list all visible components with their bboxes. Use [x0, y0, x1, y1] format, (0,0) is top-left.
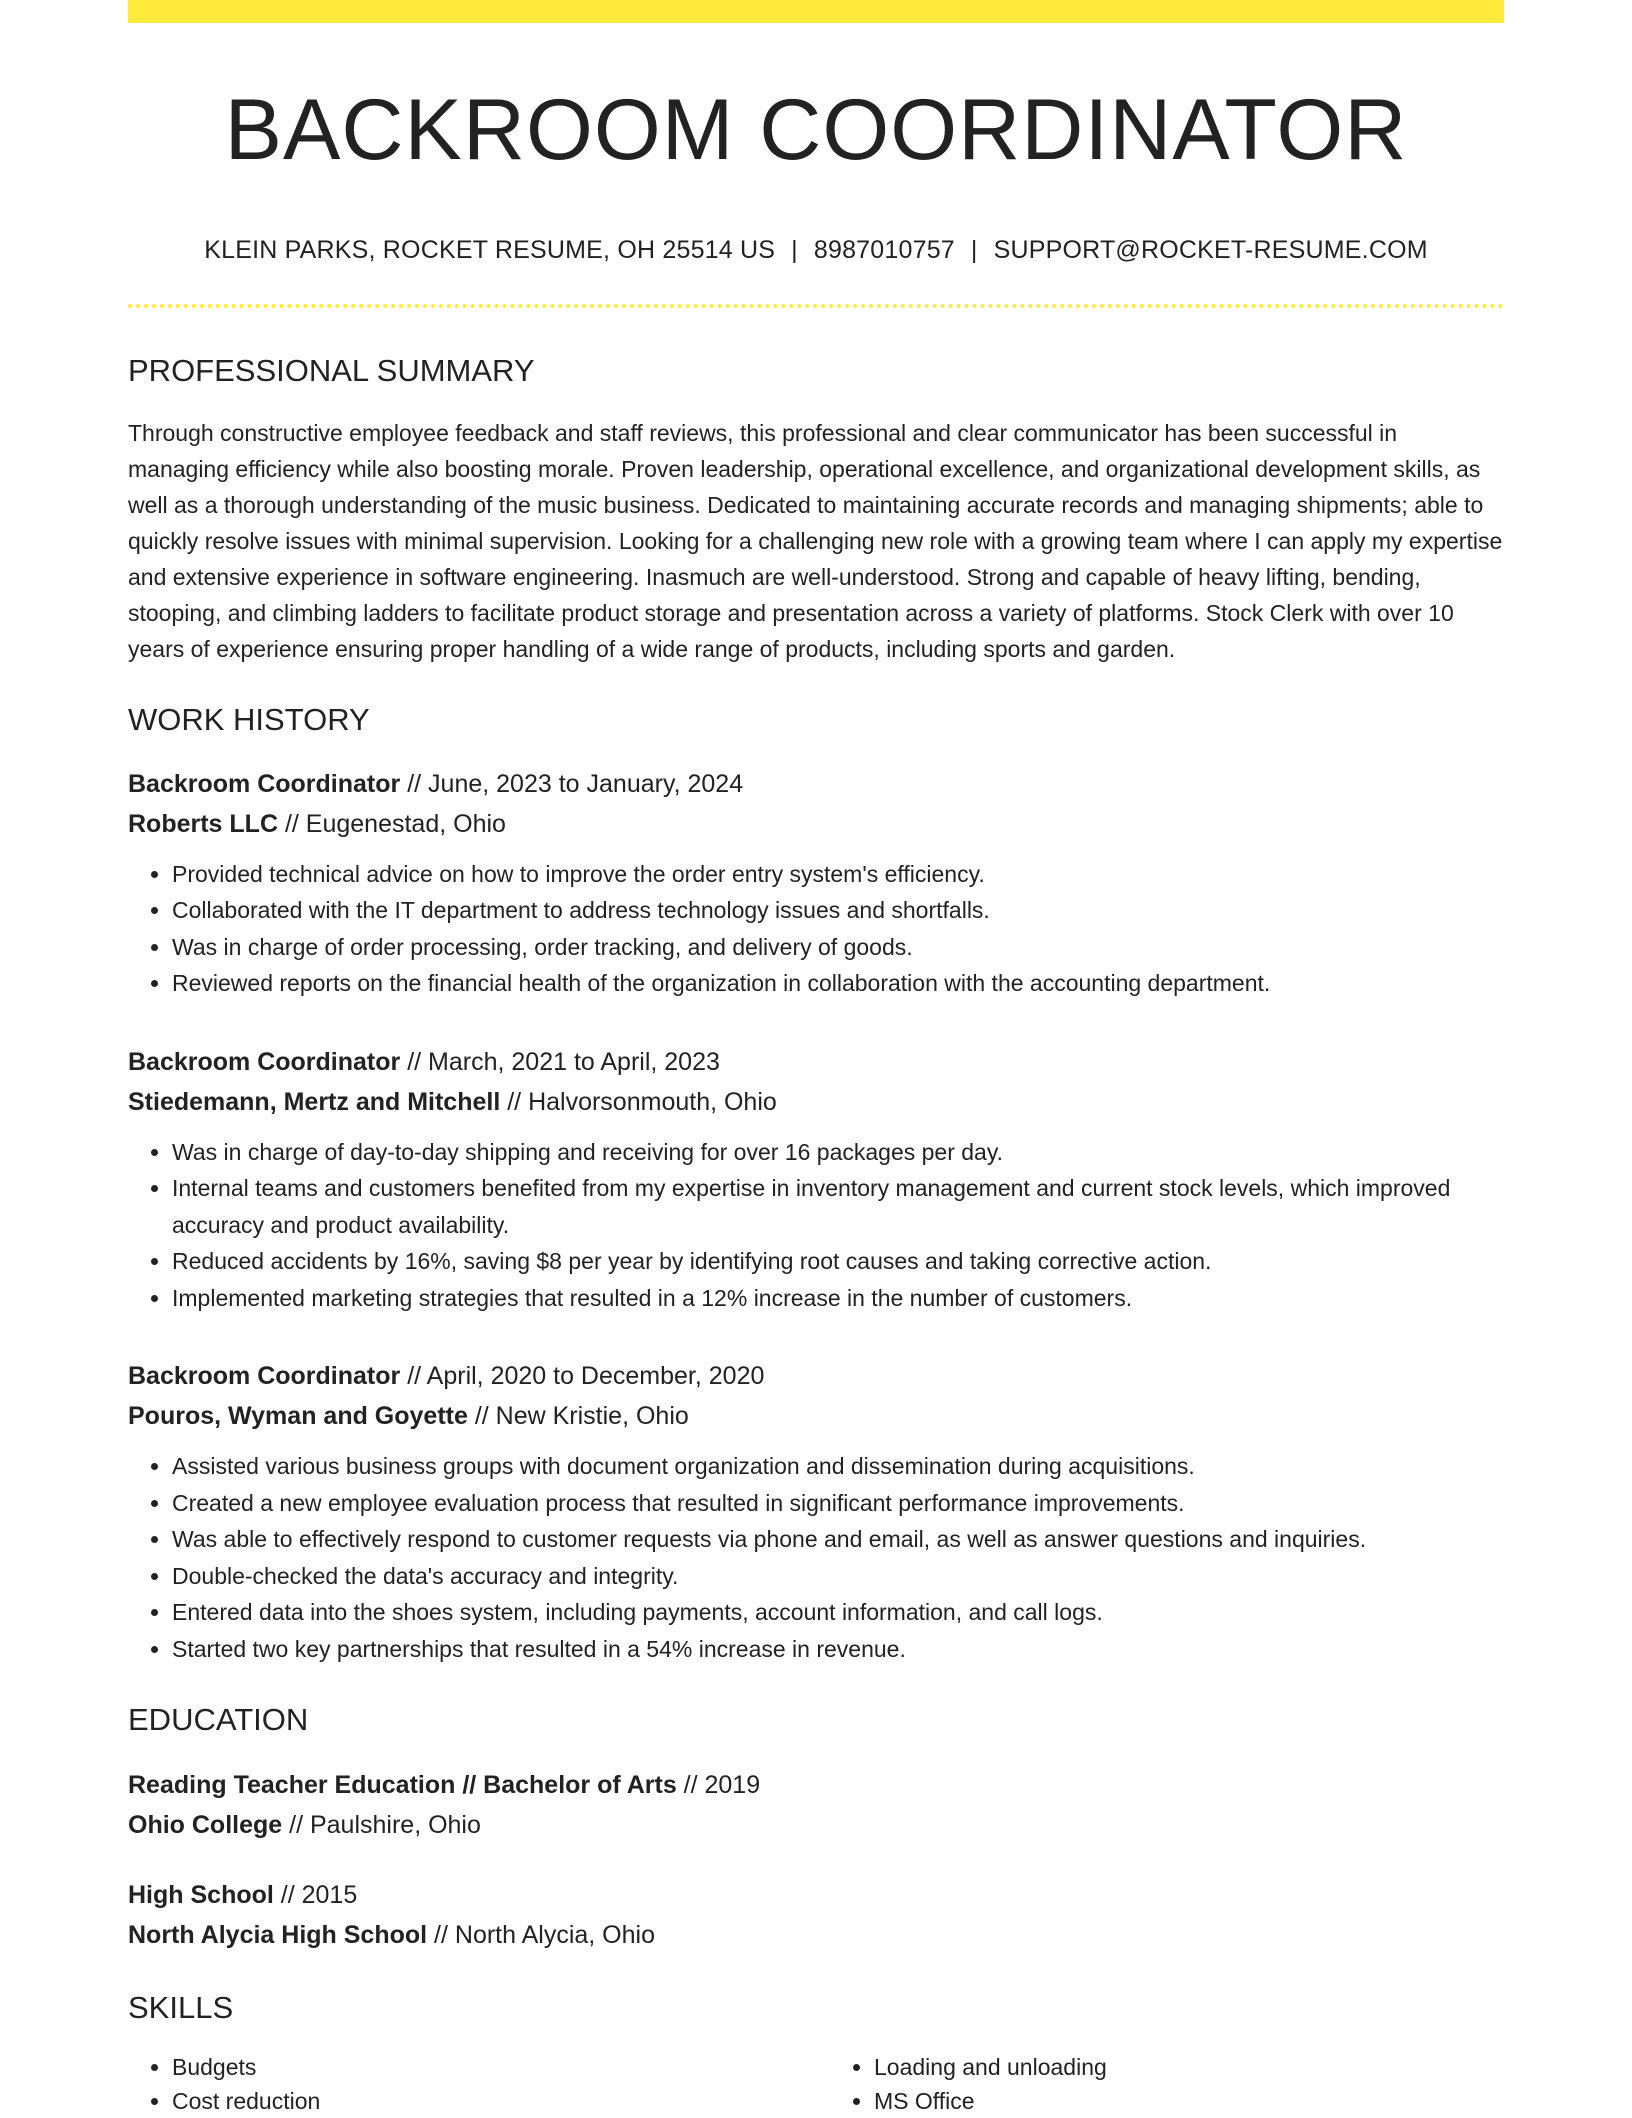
job-location: // Halvorsonmouth, Ohio	[500, 1087, 777, 1116]
job-bullets	[128, 1134, 1504, 1317]
job-entry	[128, 1042, 1504, 1317]
job-bullets	[128, 856, 1504, 1002]
job-title: Backroom Coordinator	[128, 769, 401, 798]
top-accent-bar	[128, 0, 1504, 23]
contact-separator: |	[791, 235, 798, 264]
job-dates: // April, 2020 to December, 2020	[400, 1362, 765, 1391]
job-bullets	[128, 1448, 1504, 1667]
job-title-line	[128, 1042, 1504, 1082]
school-name: North Alycia High School	[128, 1920, 428, 1949]
section-heading: PROFESSIONAL SUMMARY	[128, 352, 535, 388]
list-item: • Created a new employee evaluation process that resulted in significant performance improvements.	[172, 1485, 1504, 1522]
job-company: Pouros, Wyman and Goyette	[128, 1402, 468, 1431]
skill-item: • Loading and unloading	[874, 2050, 1504, 2084]
job-company-line	[128, 1396, 1504, 1436]
list-item: • Implemented marketing strategies that resulted in a 12% increase in the number of customers.	[172, 1280, 1504, 1317]
degree: High School	[128, 1880, 274, 1909]
school-line	[128, 1915, 1504, 1955]
education-entry	[128, 1875, 1504, 1955]
contact-line	[128, 236, 1504, 265]
list-item: • Started two key partnerships that resulted in a 54% increase in revenue.	[172, 1631, 1504, 1668]
job-dates: // March, 2021 to April, 2023	[400, 1047, 720, 1076]
skills-section	[128, 1989, 1504, 2118]
skills-right-column	[830, 2050, 1504, 2118]
list-item: • Was in charge of day-to-day shipping and receiving for over 16 packages per day.	[172, 1134, 1504, 1171]
skill-item: • Budgets	[172, 2050, 802, 2084]
job-title-line	[128, 764, 1504, 804]
degree: Reading Teacher Education // Bachelor of Arts	[128, 1770, 677, 1799]
section-heading: WORK HISTORY	[128, 701, 370, 737]
list-item: • Collaborated with the IT department to address technology issues and shortfalls.	[172, 892, 1504, 929]
list-item: • Assisted various business groups with document organization and dissemination during acquisitions.	[172, 1448, 1504, 1485]
school-line	[128, 1805, 1504, 1845]
skill-item: • Cost reduction	[172, 2084, 802, 2118]
list-item: • Internal teams and customers benefited from my expertise in inventory management and current stock levels, which improved accuracy and product availability.	[172, 1170, 1504, 1243]
graduation-year: // 2015	[273, 1880, 358, 1909]
contact-address: KLEIN PARKS, ROCKET RESUME, OH 25514 US	[204, 235, 776, 264]
school-location: // North Alycia, Ohio	[427, 1920, 655, 1949]
job-title: Backroom Coordinator	[128, 1047, 401, 1076]
job-title-line	[128, 1356, 1504, 1396]
job-location: // New Kristie, Ohio	[467, 1402, 689, 1431]
school-name: Ohio College	[128, 1810, 283, 1839]
graduation-year: // 2019	[676, 1770, 761, 1799]
list-item: • Entered data into the shoes system, including payments, account information, and call logs.	[172, 1594, 1504, 1631]
school-location: // Paulshire, Ohio	[282, 1810, 481, 1839]
section-heading: EDUCATION	[128, 1702, 309, 1738]
job-dates: // June, 2023 to January, 2024	[400, 769, 744, 798]
contact-separator: |	[970, 235, 978, 264]
job-company-line	[128, 1082, 1504, 1122]
education-entry	[128, 1765, 1504, 1845]
degree-line	[128, 1875, 1504, 1915]
resume-title: BACKROOM COORDINATOR	[224, 82, 1408, 178]
degree-line	[128, 1765, 1504, 1805]
job-location: // Eugenestad, Ohio	[278, 809, 506, 838]
skills-columns	[128, 2050, 1504, 2118]
job-title: Backroom Coordinator	[128, 1362, 401, 1391]
list-item: • Reduced accidents by 16%, saving $8 per year by identifying root causes and taking corrective action.	[172, 1243, 1504, 1280]
job-company: Stiedemann, Mertz and Mitchell	[128, 1087, 501, 1116]
list-item: • Provided technical advice on how to improve the order entry system's efficiency.	[172, 856, 1504, 893]
list-item: • Was able to effectively respond to customer requests via phone and email, as well as answer questions and inquiries.	[172, 1521, 1504, 1558]
skills-left-column	[128, 2050, 802, 2118]
professional-summary-section	[128, 352, 1504, 667]
list-item: • Double-checked the data's accuracy and integrity.	[172, 1558, 1504, 1595]
dotted-divider	[128, 304, 1504, 308]
contact-phone: 8987010757	[813, 235, 955, 264]
job-company-line	[128, 804, 1504, 844]
education-section	[128, 1701, 1504, 1954]
job-company: Roberts LLC	[128, 809, 278, 838]
summary-text: Through constructive employee feedback and staff reviews, this professional and clear communicator has been successful in managing efficiency while also boosting morale. Proven leadership, operational excellence, and organizational development skills, as well as a thorough understanding of the music business. Dedicated to maintaining accurate records and managing shipments; able to quickly resolve issues with minimal supervision. Looking for a challenging new role with a growing team where I can apply my expertise and extensive experience in software engineering. Inasmuch are well-understood. Strong and capable of heavy lifting, bending, stooping, and climbing ladders to facilitate product storage and presentation across a variety of platforms. Stock Clerk with over 10 years of experience ensuring proper handling of a wide range of products, including sports and garden.	[128, 419, 1503, 662]
section-heading: SKILLS	[128, 1989, 234, 2025]
work-history-section	[128, 701, 1504, 1668]
contact-email: SUPPORT@ROCKET-RESUME.COM	[993, 235, 1428, 264]
job-entry	[128, 764, 1504, 1002]
job-entry	[128, 1356, 1504, 1667]
list-item: • Was in charge of order processing, order tracking, and delivery of goods.	[172, 929, 1504, 966]
list-item: • Reviewed reports on the financial health of the organization in collaboration with the accounting department.	[172, 965, 1504, 1002]
resume-page	[128, 0, 1504, 2118]
skill-item: • MS Office	[874, 2084, 1504, 2118]
